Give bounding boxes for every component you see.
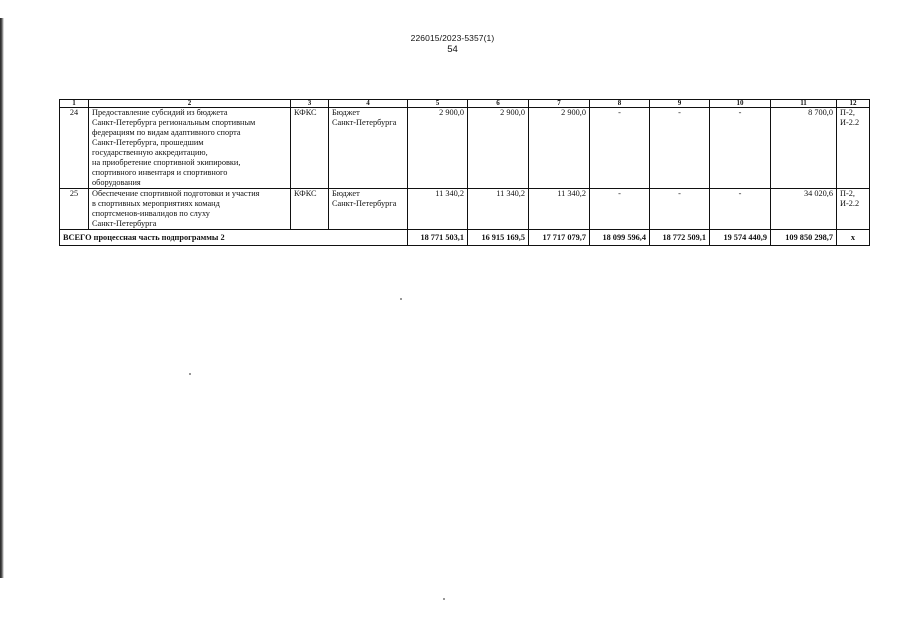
total-amount-cell: 18 771 503,1 bbox=[408, 230, 468, 246]
column-header: 12 bbox=[837, 100, 870, 108]
amount-cell: 11 340,2 bbox=[468, 189, 529, 230]
executor-cell: КФКС bbox=[291, 108, 329, 189]
indicator-line: И-2.2 bbox=[840, 118, 860, 127]
activity-name bbox=[89, 108, 291, 189]
amount-cell: - bbox=[710, 189, 771, 230]
column-header: 3 bbox=[291, 100, 329, 108]
activity-name-line: спортсменов-инвалидов по слуху bbox=[92, 209, 210, 218]
total-amount-cell: 17 717 079,7 bbox=[529, 230, 590, 246]
total-indicator-cell: х bbox=[837, 230, 870, 246]
activity-name-line: Санкт-Петербурга региональным спортивным bbox=[92, 118, 256, 127]
indicator-line: П-2, bbox=[840, 108, 855, 117]
amount-cell: 2 900,0 bbox=[529, 108, 590, 189]
column-header: 2 bbox=[89, 100, 291, 108]
indicator-line: И-2.2 bbox=[840, 199, 860, 208]
amount-total-cell: 8 700,0 bbox=[771, 108, 837, 189]
total-amount-cell: 19 574 440,9 bbox=[710, 230, 771, 246]
column-header: 4 bbox=[329, 100, 408, 108]
funding-source-line: Санкт-Петербурга bbox=[332, 199, 397, 208]
activity-name-line: на приобретение спортивной экипировки, bbox=[92, 158, 241, 167]
column-header: 8 bbox=[590, 100, 650, 108]
funding-source-line: Бюджет bbox=[332, 108, 360, 117]
executor-cell: КФКС bbox=[291, 189, 329, 230]
document-id: 226015/2023-5357(1) bbox=[410, 33, 495, 43]
funding-source bbox=[329, 189, 408, 230]
total-amount-cell: 16 915 169,5 bbox=[468, 230, 529, 246]
activity-name-line: Санкт-Петербурга, прошедшим bbox=[92, 138, 204, 147]
funding-source-line: Бюджет bbox=[332, 189, 360, 198]
row-number: 24 bbox=[60, 108, 89, 189]
amount-cell: - bbox=[590, 189, 650, 230]
scan-speck bbox=[443, 598, 445, 600]
activity-name-line: Предоставление субсидий из бюджета bbox=[92, 108, 228, 117]
funding-source bbox=[329, 108, 408, 189]
scan-speck bbox=[189, 373, 191, 375]
amount-total-cell: 34 020,6 bbox=[771, 189, 837, 230]
column-header: 7 bbox=[529, 100, 590, 108]
total-label: ВСЕГО процессная часть подпрограммы 2 bbox=[60, 230, 408, 246]
funding-source-line: Санкт-Петербурга bbox=[332, 118, 397, 127]
budget-table bbox=[59, 99, 870, 246]
amount-cell: 11 340,2 bbox=[408, 189, 468, 230]
scan-speck bbox=[400, 298, 402, 300]
row-number: 25 bbox=[60, 189, 89, 230]
scan-edge-shadow bbox=[0, 18, 4, 578]
indicator-cell bbox=[837, 189, 870, 230]
column-header: 9 bbox=[650, 100, 710, 108]
table-row bbox=[60, 189, 870, 230]
total-grand-cell: 109 850 298,7 bbox=[771, 230, 837, 246]
total-amount-cell: 18 099 596,4 bbox=[590, 230, 650, 246]
amount-cell: 2 900,0 bbox=[468, 108, 529, 189]
column-header: 10 bbox=[710, 100, 771, 108]
table-row bbox=[60, 108, 870, 189]
page-number: 54 bbox=[447, 44, 458, 55]
amount-cell: 11 340,2 bbox=[529, 189, 590, 230]
activity-name-line: федерациям по видам адаптивного спорта bbox=[92, 128, 241, 137]
column-number-row bbox=[60, 100, 870, 108]
column-header: 1 bbox=[60, 100, 89, 108]
amount-cell: - bbox=[710, 108, 771, 189]
activity-name-line: спортивного инвентаря и спортивного bbox=[92, 168, 228, 177]
activity-name-line: оборудования bbox=[92, 178, 141, 187]
indicator-cell bbox=[837, 108, 870, 189]
activity-name bbox=[89, 189, 291, 230]
activity-name-line: Обеспечение спортивной подготовки и участия bbox=[92, 189, 260, 198]
amount-cell: - bbox=[650, 189, 710, 230]
column-header: 5 bbox=[408, 100, 468, 108]
total-amount-cell: 18 772 509,1 bbox=[650, 230, 710, 246]
column-header: 6 bbox=[468, 100, 529, 108]
amount-cell: 2 900,0 bbox=[408, 108, 468, 189]
column-header: 11 bbox=[771, 100, 837, 108]
indicator-line: П-2, bbox=[840, 189, 855, 198]
amount-cell: - bbox=[590, 108, 650, 189]
activity-name-line: в спортивных мероприятиях команд bbox=[92, 199, 220, 208]
activity-name-line: государственную аккредитацию, bbox=[92, 148, 208, 157]
activity-name-line: Санкт-Петербурга bbox=[92, 219, 157, 228]
total-row bbox=[60, 230, 870, 246]
amount-cell: - bbox=[650, 108, 710, 189]
